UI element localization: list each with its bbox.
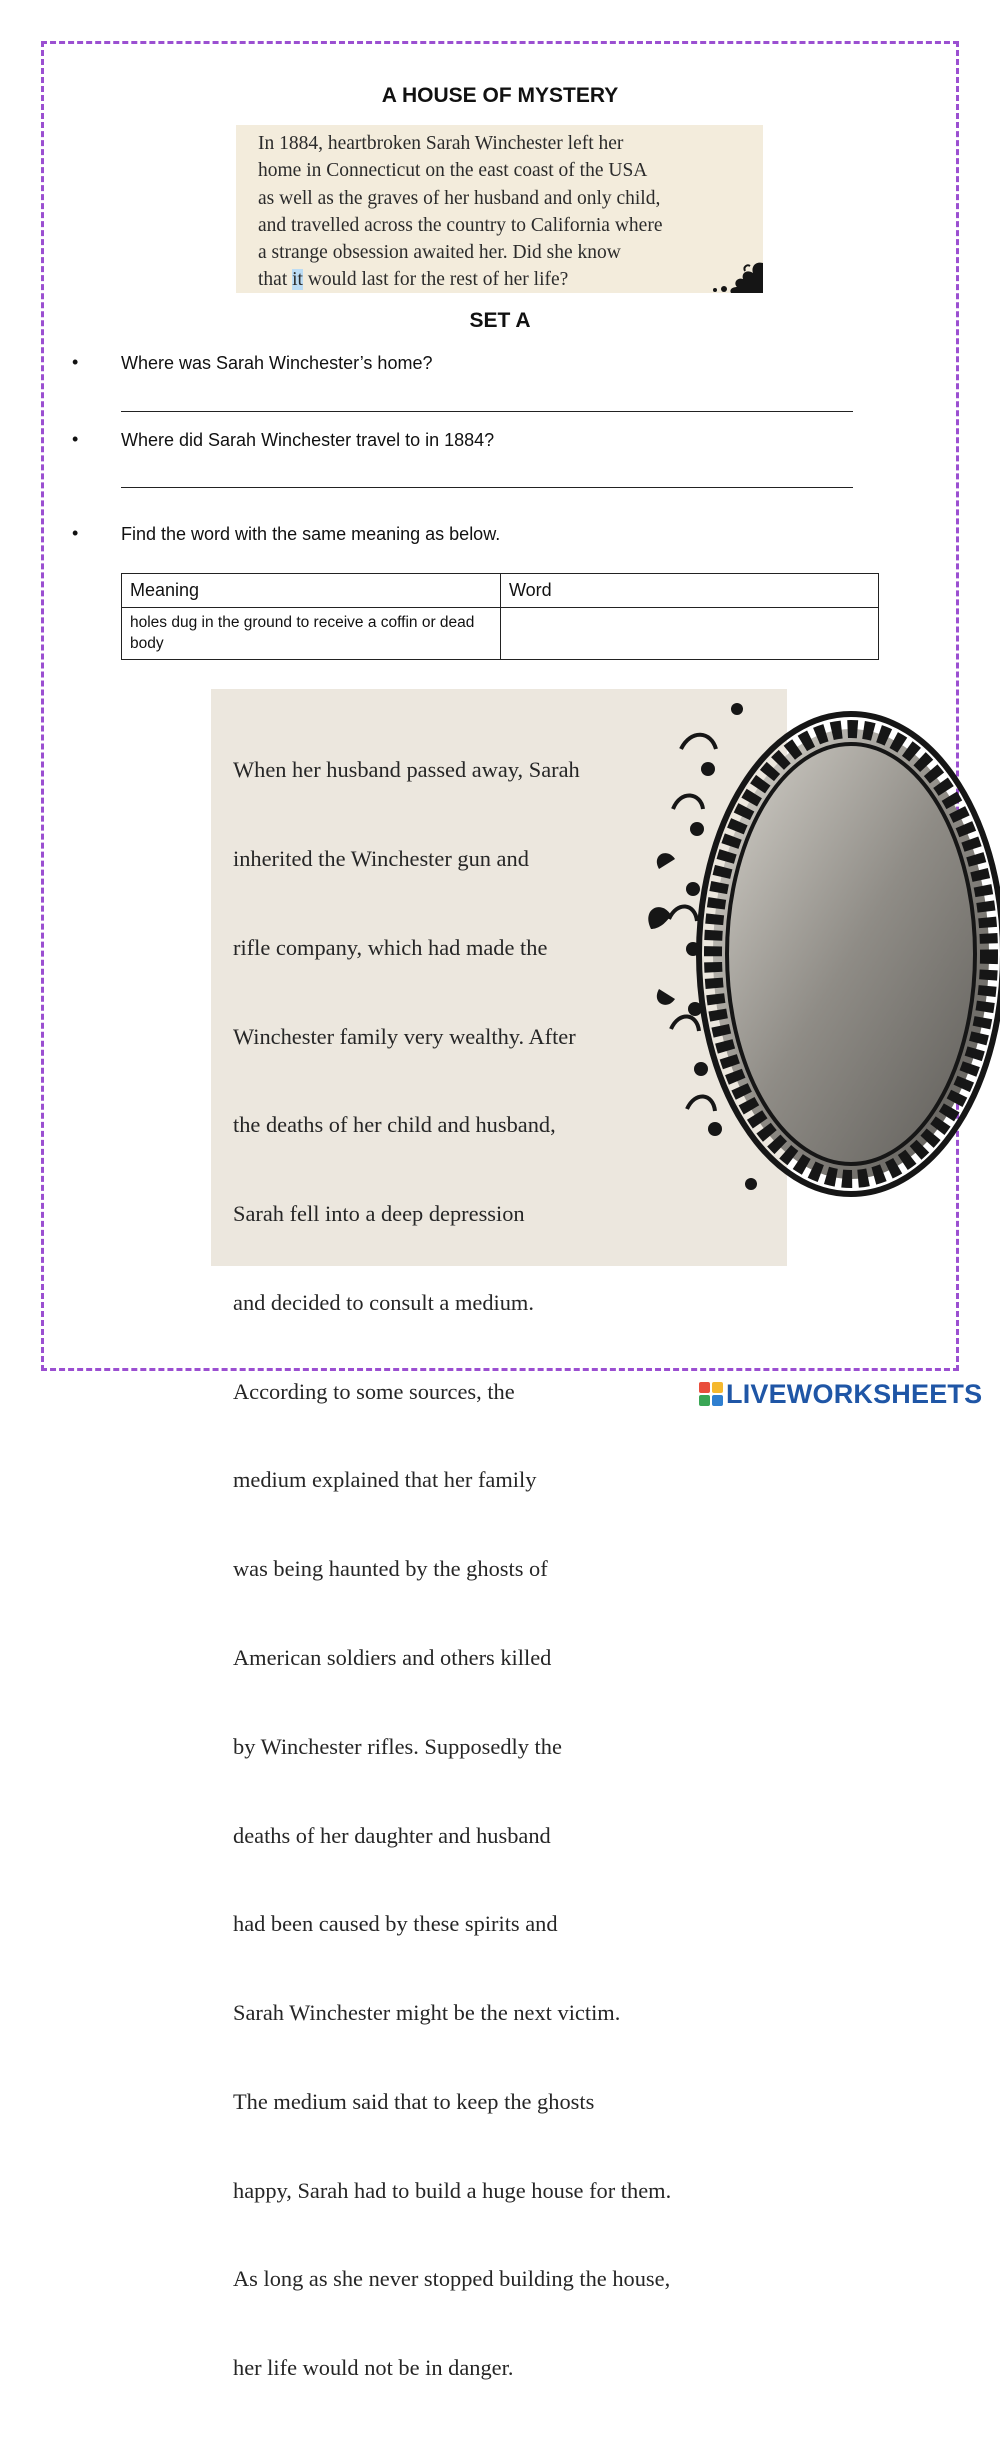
table-row <box>122 608 879 660</box>
story-line: As long as she never stopped building the house, <box>233 2266 671 2292</box>
bullet: • <box>72 352 79 372</box>
story-line: had been caused by these spirits and <box>233 1911 558 1937</box>
logo-squares-icon <box>699 1382 723 1406</box>
question-text: Where did Sarah Winchester travel to in 1884? <box>121 430 495 450</box>
page-title: A HOUSE OF MYSTERY <box>381 84 619 107</box>
story-line: inherited the Winchester gun and <box>233 845 529 871</box>
question-text: Find the word with the same meaning as below. <box>121 524 501 544</box>
intro-line: as well as the graves of her husband and only child, <box>258 187 661 209</box>
story-line: When her husband passed away, Sarah <box>233 757 580 783</box>
story-line: and decided to consult a medium. <box>233 1289 534 1315</box>
story-line: her life would not be in danger. <box>233 2355 514 2381</box>
story-line: happy, Sarah had to build a huge house for them. <box>233 2177 672 2203</box>
story-line: by Winchester rifles. Supposedly the <box>233 1733 562 1759</box>
intro-line-before: that <box>258 269 293 291</box>
intro-passage-image <box>236 125 763 293</box>
answer-line-2[interactable] <box>121 487 853 488</box>
intro-line: In 1884, heartbroken Sarah Winchester left her <box>258 133 624 154</box>
intro-line-last <box>258 266 753 293</box>
story-text <box>233 696 793 2442</box>
intro-line-after: would last for the rest of her life? <box>302 269 569 291</box>
story-line: Sarah fell into a deep depression <box>233 1201 525 1227</box>
story-line: rifle company, which had made the <box>233 934 548 960</box>
story-line: American soldiers and others killed <box>233 1645 552 1670</box>
intro-line: home in Connecticut on the east coast of the USA <box>258 160 648 182</box>
logo-text: LIVEWORKSHEETS <box>726 1378 983 1409</box>
story-line: Sarah Winchester might be the next victim. <box>233 2000 621 2026</box>
bullet: • <box>72 429 79 449</box>
question-text: Where was Sarah Winchester’s home? <box>121 353 433 373</box>
set-title: SET A <box>469 309 531 332</box>
story-line: According to some sources, the <box>233 1378 515 1404</box>
intro-line: and travelled across the country to California where <box>258 214 663 236</box>
word-answer-cell[interactable] <box>501 608 879 660</box>
ornament-corner-icon <box>693 259 763 293</box>
story-line: deaths of her daughter and husband <box>233 1822 551 1848</box>
story-line: was being haunted by the ghosts of <box>233 1556 548 1582</box>
meaning-cell: holes dug in the ground to receive a coffin or dead body <box>122 608 501 660</box>
bullet: • <box>72 523 79 543</box>
story-line: the deaths of her child and husband, <box>233 1112 556 1138</box>
highlighted-word: it <box>292 269 303 291</box>
table-header-row <box>122 574 879 608</box>
story-passage-image <box>211 689 787 2381</box>
meaning-table <box>121 573 879 660</box>
story-line: Winchester family very wealthy. After <box>233 1023 576 1049</box>
answer-line-1[interactable] <box>121 411 853 412</box>
story-line: The medium said that to keep the ghosts <box>233 2088 595 2114</box>
story-line: medium explained that her family <box>233 1467 537 1493</box>
intro-line: a strange obsession awaited her. Did she know <box>258 242 621 264</box>
header-word: Word <box>501 574 879 608</box>
liveworksheets-logo[interactable] <box>699 1378 982 1410</box>
header-meaning: Meaning <box>122 574 501 608</box>
